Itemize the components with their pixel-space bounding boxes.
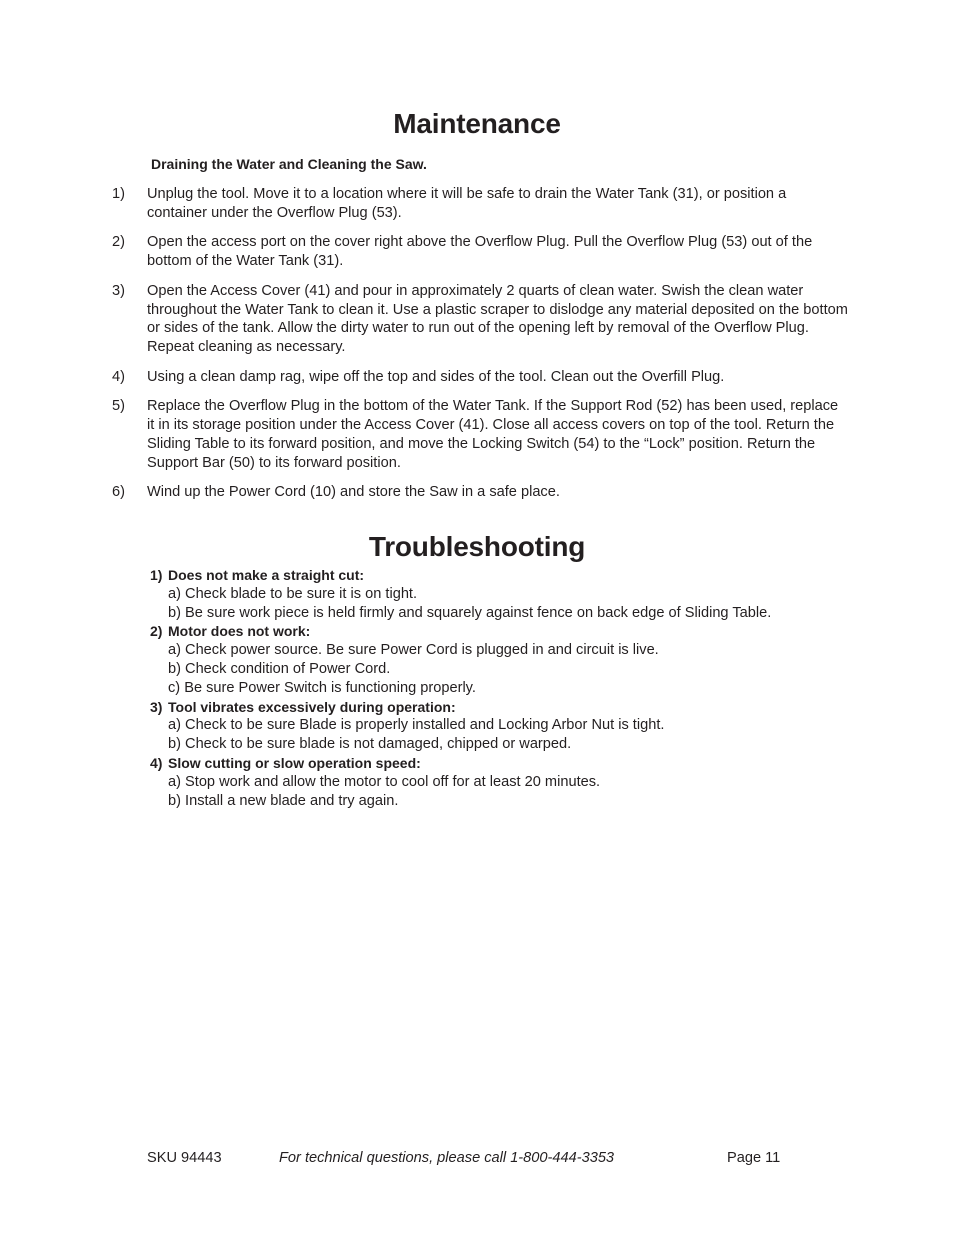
trouble-heading xyxy=(150,622,840,641)
trouble-remedy: a) Check power source. Be sure Power Cord is plugged in and circuit is live. xyxy=(168,642,659,659)
trouble-remedy: c) Be sure Power Switch is functioning properly. xyxy=(168,679,476,696)
trouble-number: 3) xyxy=(150,698,163,715)
trouble-remedy: b) Install a new blade and try again. xyxy=(168,792,399,809)
trouble-remedy: b) Check condition of Power Cord. xyxy=(168,660,391,677)
step-number: 3) xyxy=(112,282,125,299)
step-text: Open the access port on the cover right above the Overflow Plug. Pull the Overflow Plug (53) out of the bottom of the Water Tank (31). xyxy=(147,234,813,270)
step-text: Open the Access Cover (41) and pour in approximately 2 quarts of clean water. Swish the clean water throughout the Water Tank to clean it. Use a plastic scraper to dislodge any material deposited on the bottom or sides of the tank. Allow the dirty water to run out of the opening left by removal of the Overflow Plug. Repeat cleaning as necessary. xyxy=(147,282,848,356)
step-text: Using a clean damp rag, wipe off the top and sides of the tool. Clean out the Overfill Plug. xyxy=(147,368,725,385)
step-number: 4) xyxy=(112,368,125,385)
trouble-remedy: a) Stop work and allow the motor to cool off for at least 20 minutes. xyxy=(168,773,601,790)
trouble-remedy: a) Check blade to be sure it is on tight. xyxy=(168,585,418,602)
step-text: Replace the Overflow Plug in the bottom of the Water Tank. If the Support Rod (52) has been used, replace it in its storage position under the Access Cover (41). Close all access covers on top of the tool. Return the Sliding Table to its forward position, and move the Locking Switch (54) to the “Lock” position. Return the Support Bar (50) to its forward position. xyxy=(147,398,839,471)
maintenance-step-6 xyxy=(112,483,848,502)
maintenance-step-5 xyxy=(112,397,848,472)
trouble-number: 2) xyxy=(150,623,163,640)
step-number: 6) xyxy=(112,484,125,501)
step-text: Unplug the tool. Move it to a location where it will be safe to drain the Water Tank (31), or position a container under the Overflow Plug (53). xyxy=(147,186,787,221)
maintenance-subtitle: Draining the Water and Cleaning the Saw. xyxy=(151,156,427,172)
maintenance-step-4 xyxy=(112,368,848,387)
trouble-number: 1) xyxy=(150,567,163,583)
trouble-heading-text: Tool vibrates excessively during operation: xyxy=(168,698,456,715)
footer-page-number: Page 11 xyxy=(727,1150,781,1166)
footer-tech-line: For technical questions, please call 1-800-444-3353 xyxy=(279,1150,615,1166)
maintenance-step-3 xyxy=(112,282,848,357)
trouble-item-2 xyxy=(150,622,840,697)
step-number: 2) xyxy=(112,234,125,251)
trouble-item-1 xyxy=(150,566,840,622)
trouble-heading xyxy=(150,754,840,773)
trouble-heading xyxy=(150,566,840,585)
maintenance-steps xyxy=(112,185,848,513)
maintenance-step-2 xyxy=(112,233,848,271)
trouble-remedy: b) Check to be sure blade is not damaged, chipped or warped. xyxy=(168,736,572,753)
trouble-heading-text: Motor does not work: xyxy=(168,623,311,640)
footer-sku: SKU 94443 xyxy=(147,1150,222,1166)
troubleshooting-list xyxy=(150,566,840,810)
trouble-remedy: a) Check to be sure Blade is properly installed and Locking Arbor Nut is tight. xyxy=(168,717,665,734)
trouble-number: 4) xyxy=(150,754,163,771)
step-text: Wind up the Power Cord (10) and store the Saw in a safe place. xyxy=(147,484,560,501)
trouble-item-3 xyxy=(150,698,840,754)
trouble-item-4 xyxy=(150,754,840,810)
trouble-remedy: b) Be sure work piece is held firmly and squarely against fence on back edge of Sliding Table. xyxy=(168,604,772,621)
trouble-heading-text: Does not make a straight cut: xyxy=(168,567,365,583)
maintenance-step-1 xyxy=(112,185,848,223)
step-number: 5) xyxy=(112,398,125,415)
step-number: 1) xyxy=(112,186,125,202)
maintenance-title: Maintenance xyxy=(393,108,561,139)
trouble-heading-text: Slow cutting or slow operation speed: xyxy=(168,754,421,771)
troubleshooting-title: Troubleshooting xyxy=(368,531,586,562)
trouble-heading xyxy=(150,698,840,717)
